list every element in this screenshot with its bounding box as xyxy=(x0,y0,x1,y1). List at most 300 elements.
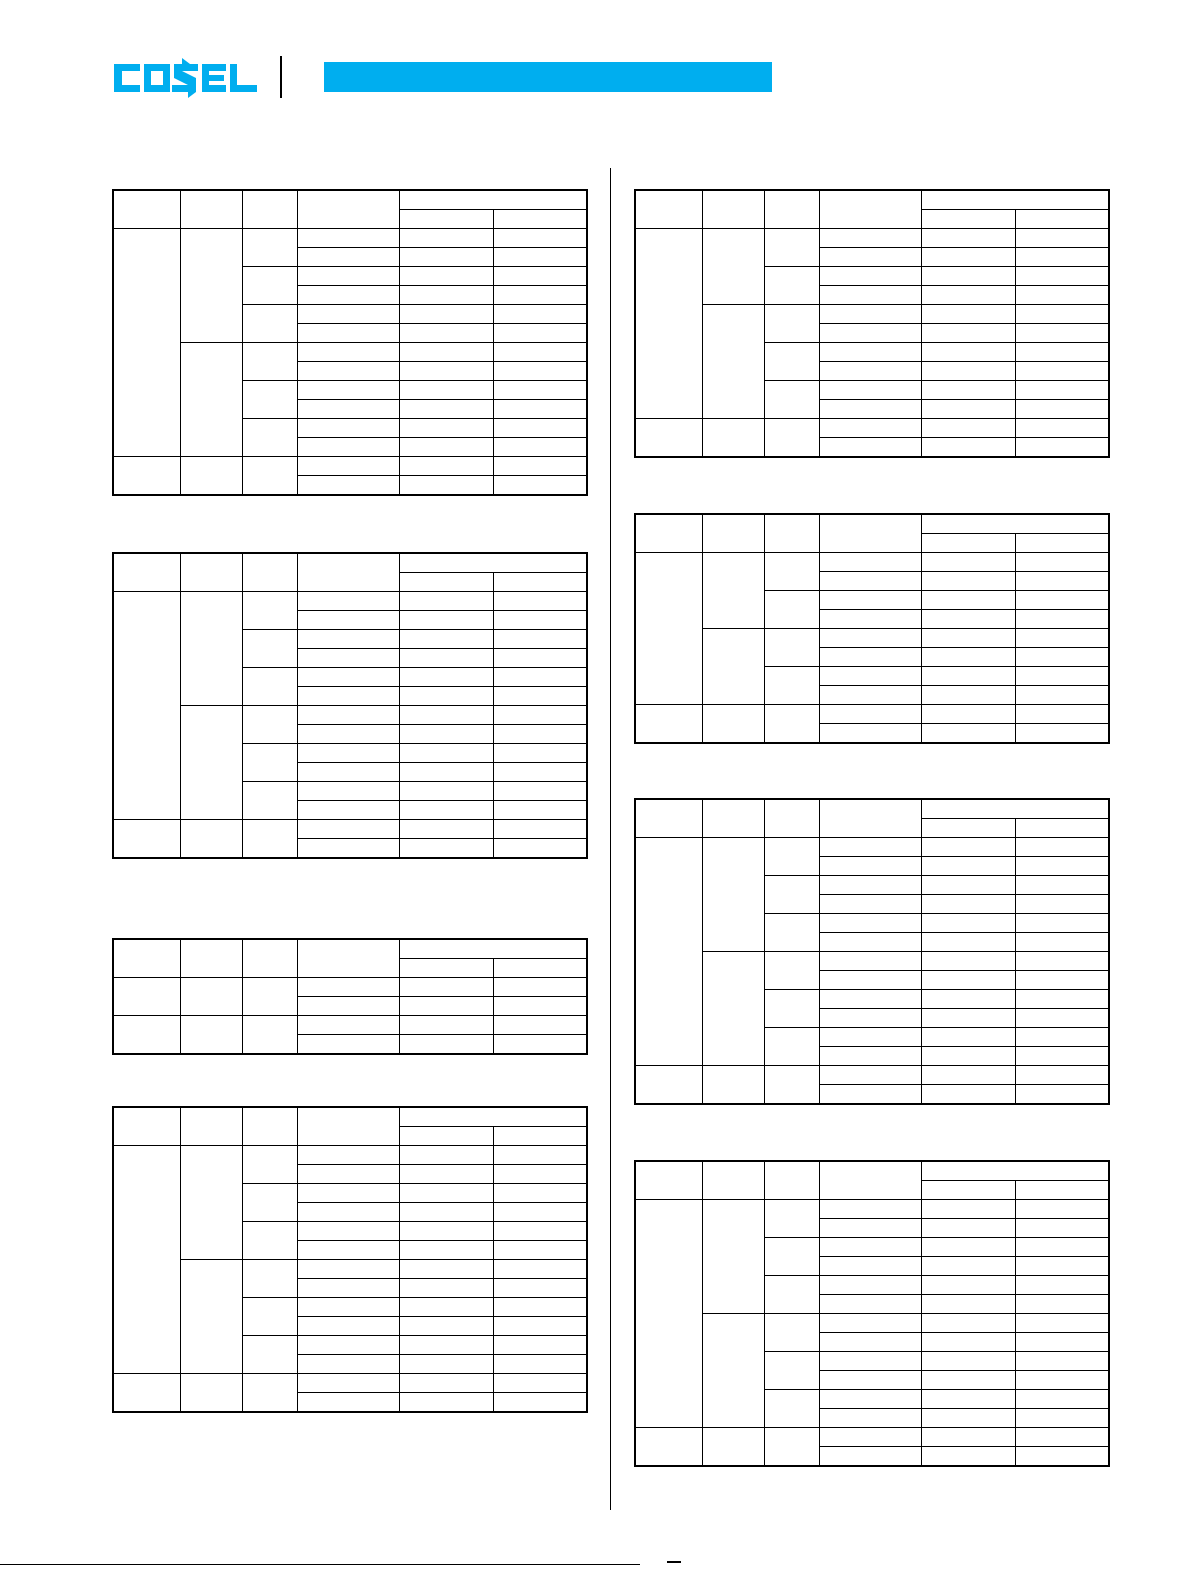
value-cell xyxy=(1015,895,1109,914)
value-cell xyxy=(921,610,1015,629)
value-cell xyxy=(1015,1047,1109,1066)
value-cell xyxy=(921,667,1015,686)
value-cell xyxy=(819,1257,921,1276)
item-cell xyxy=(764,914,819,952)
header-subcell xyxy=(493,210,587,229)
value-cell xyxy=(399,248,493,267)
item-cell xyxy=(242,381,297,419)
header-subcell xyxy=(399,959,493,978)
value-cell xyxy=(399,1184,493,1203)
table-row xyxy=(113,457,587,476)
header-cell xyxy=(702,1161,764,1200)
item-cell xyxy=(242,1146,297,1184)
value-cell xyxy=(1015,971,1109,990)
header-cell xyxy=(180,553,242,592)
subgroup-cell xyxy=(702,1200,764,1314)
value-cell xyxy=(1015,838,1109,857)
item-cell xyxy=(242,1374,297,1413)
header-cell xyxy=(180,190,242,229)
value-cell xyxy=(819,952,921,971)
item-cell xyxy=(764,1390,819,1428)
item-cell xyxy=(764,1200,819,1238)
table-row xyxy=(635,229,1109,248)
value-cell xyxy=(819,419,921,438)
value-cell xyxy=(493,978,587,997)
value-cell xyxy=(1015,952,1109,971)
value-cell xyxy=(399,438,493,457)
column-divider xyxy=(610,168,611,1510)
value-cell xyxy=(819,1238,921,1257)
value-cell xyxy=(819,1409,921,1428)
value-cell xyxy=(819,1314,921,1333)
value-cell xyxy=(297,668,399,687)
value-cell xyxy=(493,438,587,457)
value-cell xyxy=(399,592,493,611)
subgroup-cell xyxy=(180,978,242,1016)
value-cell xyxy=(399,1222,493,1241)
value-cell xyxy=(921,629,1015,648)
value-cell xyxy=(493,782,587,801)
header-group-cell xyxy=(921,190,1109,210)
item-cell xyxy=(764,629,819,667)
value-cell xyxy=(399,1016,493,1035)
table-row xyxy=(635,1200,1109,1219)
value-cell xyxy=(921,705,1015,724)
header-subcell xyxy=(1015,1181,1109,1200)
header-cell xyxy=(180,1107,242,1146)
value-cell xyxy=(921,1028,1015,1047)
value-cell xyxy=(1015,1085,1109,1105)
value-cell xyxy=(297,744,399,763)
value-cell xyxy=(921,952,1015,971)
group-cell xyxy=(635,1428,702,1467)
header-cell xyxy=(764,1161,819,1200)
value-cell xyxy=(1015,933,1109,952)
table-row xyxy=(635,629,1109,648)
value-cell xyxy=(493,1016,587,1035)
header-cell xyxy=(819,514,921,553)
value-cell xyxy=(493,381,587,400)
table-8 xyxy=(634,1160,1110,1467)
value-cell xyxy=(921,324,1015,343)
value-cell xyxy=(819,1047,921,1066)
value-cell xyxy=(1015,400,1109,419)
item-cell xyxy=(242,419,297,457)
value-cell xyxy=(297,400,399,419)
header-group-cell xyxy=(921,799,1109,819)
header-cell xyxy=(764,190,819,229)
value-cell xyxy=(493,763,587,782)
value-cell xyxy=(297,1184,399,1203)
value-cell xyxy=(399,286,493,305)
value-cell xyxy=(819,1333,921,1352)
value-cell xyxy=(297,649,399,668)
header-cell xyxy=(702,799,764,838)
header-group-cell xyxy=(399,553,587,573)
value-cell xyxy=(297,1393,399,1413)
value-cell xyxy=(297,706,399,725)
value-cell xyxy=(1015,438,1109,458)
value-cell xyxy=(297,362,399,381)
value-cell xyxy=(1015,1314,1109,1333)
item-cell xyxy=(764,1238,819,1276)
value-cell xyxy=(493,1336,587,1355)
value-cell xyxy=(493,1165,587,1184)
value-cell xyxy=(297,782,399,801)
value-cell xyxy=(921,286,1015,305)
item-cell xyxy=(242,668,297,706)
value-cell xyxy=(399,1241,493,1260)
header-cell xyxy=(702,514,764,553)
header-cell xyxy=(702,190,764,229)
value-cell xyxy=(399,267,493,286)
value-cell xyxy=(297,1222,399,1241)
value-cell xyxy=(399,997,493,1016)
value-cell xyxy=(493,1184,587,1203)
table-4 xyxy=(112,1106,588,1413)
value-cell xyxy=(819,324,921,343)
value-cell xyxy=(1015,419,1109,438)
header-cell xyxy=(635,799,702,838)
item-cell xyxy=(242,1336,297,1374)
value-cell xyxy=(921,1409,1015,1428)
value-cell xyxy=(1015,990,1109,1009)
value-cell xyxy=(819,591,921,610)
value-cell xyxy=(819,343,921,362)
header-subcell xyxy=(493,1127,587,1146)
value-cell xyxy=(921,1447,1015,1467)
value-cell xyxy=(493,324,587,343)
subgroup-cell xyxy=(702,705,764,744)
value-cell xyxy=(399,763,493,782)
value-cell xyxy=(297,1279,399,1298)
header-cell xyxy=(764,514,819,553)
value-cell xyxy=(921,1428,1015,1447)
value-cell xyxy=(399,668,493,687)
value-cell xyxy=(297,381,399,400)
value-cell xyxy=(921,1047,1015,1066)
value-cell xyxy=(1015,610,1109,629)
header-subcell xyxy=(1015,210,1109,229)
value-cell xyxy=(493,1241,587,1260)
item-cell xyxy=(764,952,819,990)
value-cell xyxy=(1015,1009,1109,1028)
table-5 xyxy=(634,189,1110,458)
item-cell xyxy=(764,343,819,381)
value-cell xyxy=(1015,572,1109,591)
item-cell xyxy=(242,630,297,668)
value-cell xyxy=(493,1222,587,1241)
value-cell xyxy=(921,933,1015,952)
value-cell xyxy=(297,1317,399,1336)
item-cell xyxy=(764,1352,819,1390)
table-6 xyxy=(634,513,1110,744)
table-row xyxy=(113,1374,587,1393)
item-cell xyxy=(242,978,297,1016)
value-cell xyxy=(297,725,399,744)
value-cell xyxy=(1015,1295,1109,1314)
item-cell xyxy=(242,706,297,744)
value-cell xyxy=(297,248,399,267)
value-cell xyxy=(493,801,587,820)
value-cell xyxy=(819,610,921,629)
value-cell xyxy=(1015,1257,1109,1276)
value-cell xyxy=(921,686,1015,705)
value-cell xyxy=(921,1314,1015,1333)
group-cell xyxy=(113,229,180,457)
value-cell xyxy=(921,305,1015,324)
value-cell xyxy=(1015,362,1109,381)
header-cell xyxy=(180,939,242,978)
subgroup-cell xyxy=(702,1428,764,1467)
subgroup-cell xyxy=(180,1374,242,1413)
header-subcell xyxy=(921,210,1015,229)
value-cell xyxy=(921,400,1015,419)
subgroup-cell xyxy=(702,838,764,952)
value-cell xyxy=(921,1371,1015,1390)
value-cell xyxy=(297,1203,399,1222)
header-subcell xyxy=(921,1181,1015,1200)
value-cell xyxy=(1015,305,1109,324)
value-cell xyxy=(819,1295,921,1314)
value-cell xyxy=(399,229,493,248)
value-cell xyxy=(921,895,1015,914)
value-cell xyxy=(297,1165,399,1184)
value-cell xyxy=(493,362,587,381)
value-cell xyxy=(297,476,399,496)
value-cell xyxy=(493,1317,587,1336)
header-subcell xyxy=(921,819,1015,838)
value-cell xyxy=(819,1390,921,1409)
group-cell xyxy=(635,229,702,419)
item-cell xyxy=(242,343,297,381)
item-cell xyxy=(242,820,297,859)
value-cell xyxy=(297,457,399,476)
value-cell xyxy=(493,820,587,839)
value-cell xyxy=(921,362,1015,381)
value-cell xyxy=(493,476,587,496)
value-cell xyxy=(1015,1447,1109,1467)
table-row xyxy=(635,553,1109,572)
group-cell xyxy=(113,1016,180,1055)
value-cell xyxy=(921,591,1015,610)
subgroup-cell xyxy=(702,419,764,458)
footer-rule xyxy=(0,1564,640,1565)
subgroup-cell xyxy=(180,820,242,859)
table-row xyxy=(635,1314,1109,1333)
value-cell xyxy=(921,1200,1015,1219)
value-cell xyxy=(921,1390,1015,1409)
subgroup-cell xyxy=(180,1260,242,1374)
group-cell xyxy=(113,592,180,820)
header-cell xyxy=(635,514,702,553)
value-cell xyxy=(819,1028,921,1047)
value-cell xyxy=(399,630,493,649)
value-cell xyxy=(399,611,493,630)
header-cell xyxy=(113,1107,180,1146)
value-cell xyxy=(399,978,493,997)
value-cell xyxy=(819,1352,921,1371)
value-cell xyxy=(921,914,1015,933)
value-cell xyxy=(493,706,587,725)
value-cell xyxy=(921,419,1015,438)
header-cell xyxy=(297,1107,399,1146)
table-row xyxy=(113,1260,587,1279)
value-cell xyxy=(493,1374,587,1393)
value-cell xyxy=(1015,876,1109,895)
value-cell xyxy=(1015,1333,1109,1352)
subgroup-cell xyxy=(702,952,764,1066)
header-cell xyxy=(113,939,180,978)
group-cell xyxy=(113,457,180,496)
header-cell xyxy=(297,939,399,978)
value-cell xyxy=(819,286,921,305)
value-cell xyxy=(1015,686,1109,705)
value-cell xyxy=(819,438,921,458)
header-cell xyxy=(819,190,921,229)
value-cell xyxy=(1015,286,1109,305)
value-cell xyxy=(921,1276,1015,1295)
value-cell xyxy=(297,1298,399,1317)
group-cell xyxy=(635,1066,702,1105)
value-cell xyxy=(819,1009,921,1028)
value-cell xyxy=(297,687,399,706)
value-cell xyxy=(399,649,493,668)
page-marker xyxy=(667,1561,681,1563)
table-row xyxy=(113,706,587,725)
value-cell xyxy=(921,838,1015,857)
value-cell xyxy=(493,997,587,1016)
value-cell xyxy=(399,1298,493,1317)
item-cell xyxy=(764,667,819,705)
value-cell xyxy=(819,381,921,400)
value-cell xyxy=(1015,629,1109,648)
value-cell xyxy=(1015,248,1109,267)
subgroup-cell xyxy=(702,629,764,705)
value-cell xyxy=(1015,381,1109,400)
value-cell xyxy=(819,1371,921,1390)
value-cell xyxy=(297,324,399,343)
header-cell xyxy=(297,553,399,592)
value-cell xyxy=(819,971,921,990)
value-cell xyxy=(297,286,399,305)
item-cell xyxy=(242,229,297,267)
header-subcell xyxy=(399,210,493,229)
value-cell xyxy=(297,438,399,457)
value-cell xyxy=(1015,857,1109,876)
value-cell xyxy=(819,1066,921,1085)
group-cell xyxy=(635,419,702,458)
item-cell xyxy=(764,267,819,305)
header-cell xyxy=(764,799,819,838)
table-2 xyxy=(112,552,588,859)
value-cell xyxy=(819,1447,921,1467)
value-cell xyxy=(297,630,399,649)
value-cell xyxy=(399,1393,493,1413)
table-row xyxy=(113,1146,587,1165)
subgroup-cell xyxy=(702,1314,764,1428)
value-cell xyxy=(399,1260,493,1279)
value-cell xyxy=(1015,1390,1109,1409)
item-cell xyxy=(764,305,819,343)
cosel-logo xyxy=(112,58,262,98)
value-cell xyxy=(921,381,1015,400)
value-cell xyxy=(493,611,587,630)
value-cell xyxy=(399,1165,493,1184)
value-cell xyxy=(1015,1409,1109,1428)
value-cell xyxy=(399,782,493,801)
value-cell xyxy=(493,419,587,438)
value-cell xyxy=(493,1146,587,1165)
table-row xyxy=(113,978,587,997)
item-cell xyxy=(764,838,819,876)
value-cell xyxy=(819,400,921,419)
value-cell xyxy=(399,1355,493,1374)
table-row xyxy=(635,419,1109,438)
value-cell xyxy=(819,1200,921,1219)
header-cell xyxy=(819,799,921,838)
header-subcell xyxy=(1015,534,1109,553)
value-cell xyxy=(921,971,1015,990)
value-cell xyxy=(297,592,399,611)
title-bar xyxy=(324,62,772,92)
group-cell xyxy=(113,1146,180,1374)
header-cell xyxy=(297,190,399,229)
header-subcell xyxy=(399,1127,493,1146)
subgroup-cell xyxy=(702,1066,764,1105)
value-cell xyxy=(297,997,399,1016)
value-cell xyxy=(297,1260,399,1279)
table-row xyxy=(635,1066,1109,1085)
value-cell xyxy=(819,229,921,248)
value-cell xyxy=(399,1035,493,1055)
value-cell xyxy=(819,838,921,857)
item-cell xyxy=(764,553,819,591)
value-cell xyxy=(1015,648,1109,667)
value-cell xyxy=(493,248,587,267)
value-cell xyxy=(819,667,921,686)
value-cell xyxy=(297,1336,399,1355)
subgroup-cell xyxy=(180,1146,242,1260)
value-cell xyxy=(297,839,399,859)
value-cell xyxy=(921,1352,1015,1371)
item-cell xyxy=(764,990,819,1028)
table-row xyxy=(113,343,587,362)
subgroup-cell xyxy=(702,229,764,305)
value-cell xyxy=(921,267,1015,286)
value-cell xyxy=(1015,1352,1109,1371)
value-cell xyxy=(819,724,921,744)
value-cell xyxy=(399,706,493,725)
value-cell xyxy=(1015,1428,1109,1447)
table-row xyxy=(635,1428,1109,1447)
header-cell xyxy=(242,190,297,229)
value-cell xyxy=(399,820,493,839)
value-cell xyxy=(819,914,921,933)
value-cell xyxy=(1015,553,1109,572)
value-cell xyxy=(921,724,1015,744)
value-cell xyxy=(493,668,587,687)
header-group-cell xyxy=(921,1161,1109,1181)
value-cell xyxy=(819,990,921,1009)
value-cell xyxy=(921,1085,1015,1105)
header-cell xyxy=(242,1107,297,1146)
value-cell xyxy=(399,1374,493,1393)
item-cell xyxy=(764,381,819,419)
value-cell xyxy=(819,1276,921,1295)
value-cell xyxy=(297,305,399,324)
value-cell xyxy=(819,572,921,591)
